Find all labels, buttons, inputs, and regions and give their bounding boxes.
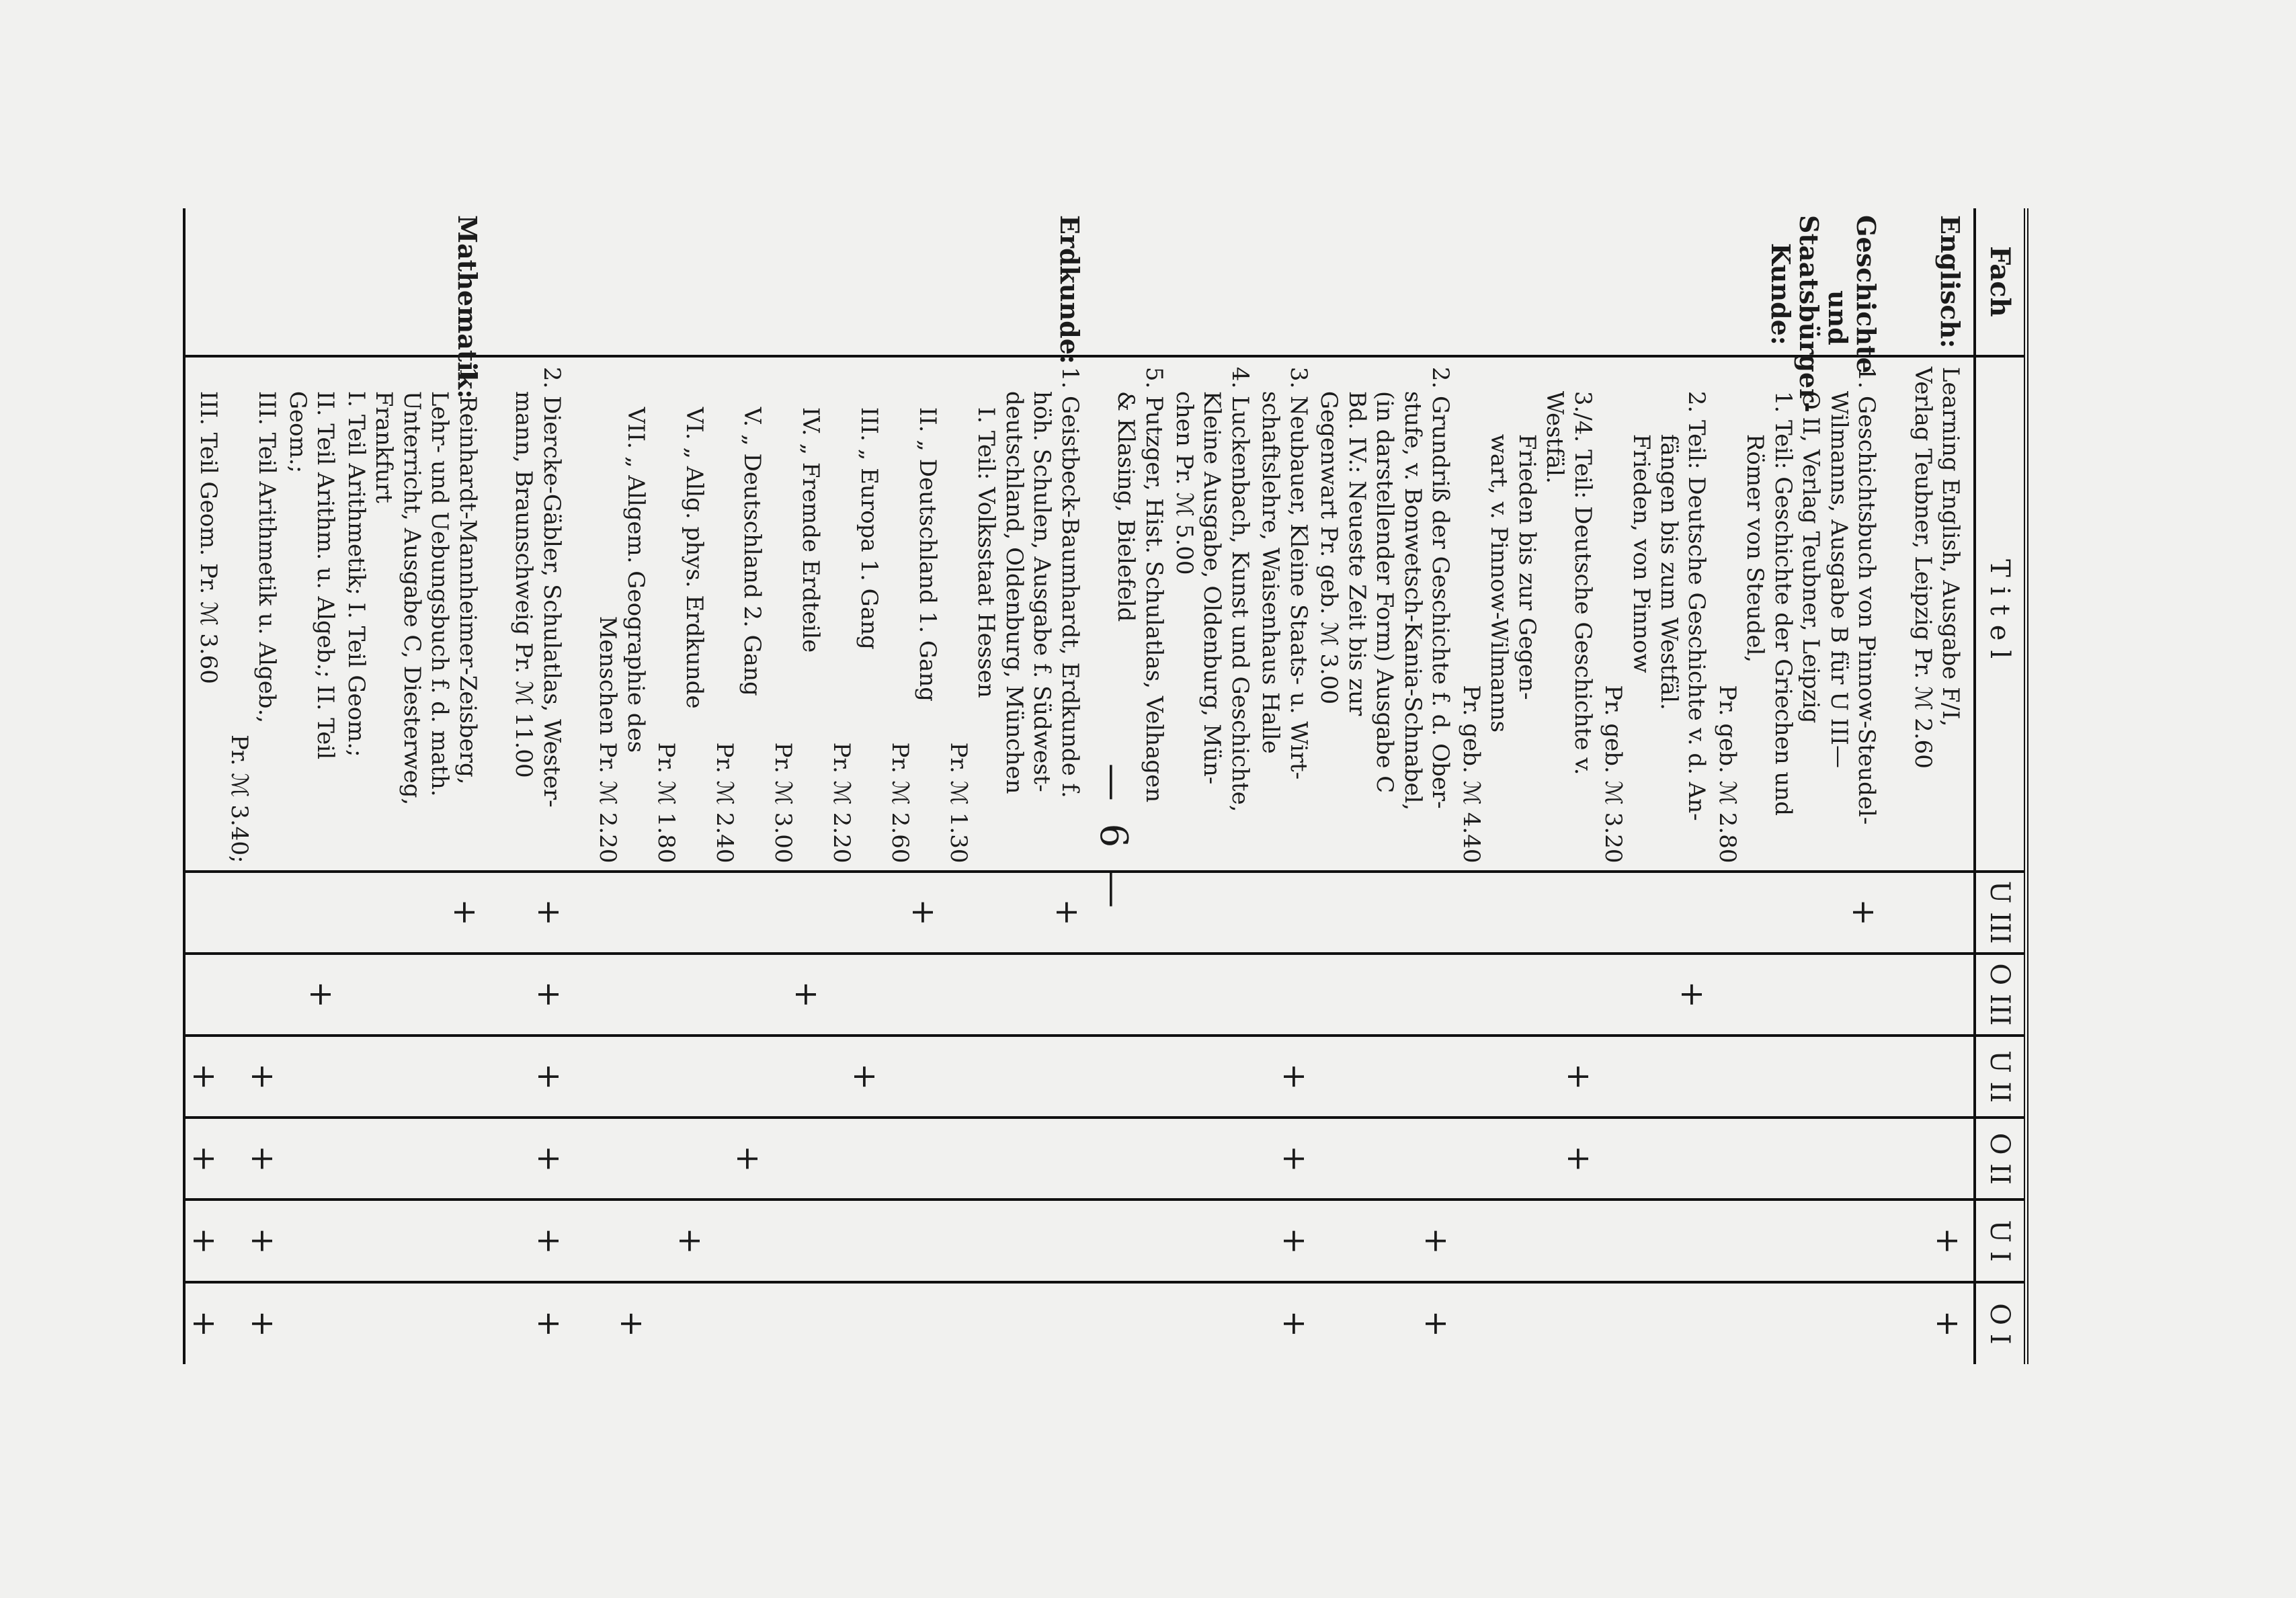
subject-cell bbox=[282, 208, 340, 356]
class-header-o3: O III bbox=[1975, 954, 2026, 1036]
class-mark-cell bbox=[884, 1200, 942, 1281]
title-line: Frankfurt bbox=[370, 390, 398, 503]
title-line: schaftslehre, Waisenhaus Halle bbox=[1257, 390, 1284, 754]
class-mark-cell bbox=[1110, 1200, 1169, 1281]
class-mark-cell bbox=[1711, 1200, 1907, 1281]
title-line: Geom.; bbox=[284, 390, 311, 474]
table-row bbox=[884, 208, 942, 1364]
class-mark-cell: + bbox=[223, 1200, 282, 1281]
subject-cell: Erdkunde: bbox=[1054, 215, 1085, 364]
class-mark-cell bbox=[767, 1200, 825, 1281]
title-cell bbox=[709, 356, 768, 872]
class-mark-cell bbox=[942, 1118, 1110, 1200]
subject-cell bbox=[651, 208, 709, 356]
class-mark-cell: + bbox=[508, 1036, 592, 1118]
title-line: stufe, v. Bonwetsch-Kania-Schnabel, bbox=[1399, 390, 1426, 811]
class-mark-cell: + bbox=[1255, 1036, 1313, 1118]
class-mark-cell: + bbox=[1313, 1282, 1455, 1364]
class-mark-cell bbox=[1313, 1118, 1455, 1200]
class-mark-cell bbox=[1255, 872, 1313, 954]
class-mark-cell: + bbox=[223, 1036, 282, 1118]
title-cell bbox=[184, 356, 223, 872]
class-mark-cell bbox=[825, 1282, 884, 1364]
class-mark-cell: + bbox=[1255, 1118, 1313, 1200]
table-row bbox=[709, 208, 768, 1364]
title-line: Pr. ℳ 1.80 bbox=[653, 742, 680, 864]
title-line: Gegenwart Pr. geb. ℳ 3.00 bbox=[1315, 390, 1343, 705]
title-cell bbox=[1598, 356, 1712, 872]
title-cell bbox=[1313, 356, 1455, 872]
class-mark-cell: + bbox=[184, 1200, 223, 1281]
class-mark-cell bbox=[1313, 1036, 1455, 1118]
class-mark-cell bbox=[282, 1200, 340, 1281]
title-line: Pr. geb. ℳ 3.20 bbox=[1600, 685, 1627, 864]
class-mark-cell bbox=[942, 1282, 1110, 1364]
title-cell bbox=[1907, 356, 1975, 872]
class-mark-cell: + bbox=[1711, 872, 1907, 954]
title-line: Bd. IV.: Neueste Zeit bis zur bbox=[1343, 390, 1370, 716]
class-mark-cell bbox=[709, 1282, 768, 1364]
class-mark-cell bbox=[884, 954, 942, 1036]
class-mark-cell bbox=[592, 1036, 651, 1118]
title-line: wart, v. Pinnow-Wilmanns bbox=[1485, 433, 1513, 733]
title-cell bbox=[592, 356, 651, 872]
title-line: Pr. ℳ 3.00 bbox=[769, 742, 796, 864]
table-row bbox=[651, 208, 709, 1364]
class-mark-cell bbox=[1110, 1036, 1169, 1118]
class-mark-cell bbox=[884, 1118, 942, 1200]
title-line: Pr. ℳ 2.60 bbox=[886, 742, 913, 864]
title-line: III. Teil Geom. Pr. ℳ 3.60 bbox=[195, 390, 222, 684]
table-row bbox=[767, 208, 825, 1364]
class-mark-cell bbox=[1598, 1282, 1712, 1364]
table-row bbox=[184, 208, 223, 1364]
subject-cell bbox=[1598, 208, 1712, 356]
title-line: Frieden, von Pinnow bbox=[1627, 433, 1655, 673]
page-number: — 6 — bbox=[1092, 763, 1136, 914]
class-header-u1: U I bbox=[1975, 1200, 2026, 1281]
title-line: fängen bis zum Westfäl. bbox=[1655, 433, 1682, 710]
class-mark-cell bbox=[340, 1200, 507, 1281]
title-line: mann, Braunschweig Pr. ℳ 11.00 bbox=[510, 390, 538, 778]
title-cell bbox=[340, 356, 507, 872]
title-line: 2. Diercke-Gäbler, Schulatlas, Wester- bbox=[538, 366, 565, 808]
class-mark-cell bbox=[340, 954, 507, 1036]
title-line: Pr. ℳ 1.30 bbox=[944, 742, 972, 864]
class-mark-cell: + bbox=[884, 872, 942, 954]
class-mark-cell bbox=[282, 1118, 340, 1200]
class-mark-cell bbox=[1169, 1200, 1255, 1281]
title-line: Pr. ℳ 2.20 bbox=[827, 742, 855, 864]
class-mark-cell bbox=[592, 872, 651, 954]
class-mark-cell: + bbox=[825, 1036, 884, 1118]
title-line: (in darstellender Form) Ausgabe C bbox=[1371, 390, 1399, 794]
class-mark-cell: + bbox=[1598, 954, 1712, 1036]
class-mark-cell bbox=[1907, 954, 1975, 1036]
class-mark-cell bbox=[709, 1036, 768, 1118]
class-mark-cell bbox=[1255, 954, 1313, 1036]
class-mark-cell: + bbox=[1255, 1200, 1313, 1281]
title-line: 1. Teil: Geschichte der Griechen und bbox=[1769, 390, 1797, 816]
class-mark-cell: + bbox=[767, 954, 825, 1036]
class-mark-cell bbox=[709, 1200, 768, 1281]
class-mark-cell: + bbox=[1455, 1036, 1597, 1118]
class-mark-cell bbox=[340, 1118, 507, 1200]
title-line: 5. Putzger, Hist. Schulatlas, Velhagen bbox=[1140, 366, 1167, 803]
subject-cell bbox=[1455, 208, 1597, 356]
title-line: 2. Teil: Deutsche Geschichte v. d. An- bbox=[1683, 390, 1711, 821]
subject-cell bbox=[184, 208, 223, 356]
class-mark-cell bbox=[1169, 1282, 1255, 1364]
title-line: Römer von Steudel, bbox=[1741, 433, 1769, 663]
title-line: I. Teil: Volksstaat Hessen bbox=[973, 407, 1000, 698]
title-line: 1. Geistbeck-Baumhardt, Erdkunde f. bbox=[1056, 366, 1083, 798]
subject-cell bbox=[1255, 208, 1313, 356]
class-mark-cell bbox=[767, 872, 825, 954]
class-mark-cell bbox=[884, 1282, 942, 1364]
class-mark-cell bbox=[651, 1282, 709, 1364]
class-mark-cell bbox=[709, 954, 768, 1036]
title-cell bbox=[1455, 356, 1597, 872]
class-mark-cell: + bbox=[184, 1118, 223, 1200]
class-mark-cell: + bbox=[1907, 1282, 1975, 1364]
class-mark-cell bbox=[1907, 1036, 1975, 1118]
class-mark-cell bbox=[825, 872, 884, 954]
title-cell bbox=[282, 356, 340, 872]
class-mark-cell: + bbox=[282, 954, 340, 1036]
class-mark-cell bbox=[184, 954, 223, 1036]
subject-cell bbox=[1110, 208, 1169, 356]
class-mark-cell bbox=[1110, 872, 1169, 954]
table-row bbox=[282, 208, 340, 1364]
table-body bbox=[184, 208, 1975, 1364]
title-cell bbox=[825, 356, 884, 872]
class-mark-cell bbox=[1110, 954, 1169, 1036]
title-line: Wilmanns, Ausgabe B für U III— bbox=[1825, 390, 1852, 768]
class-mark-cell bbox=[282, 1036, 340, 1118]
class-mark-cell: + bbox=[184, 1282, 223, 1364]
title-line: höh. Schulen, Ausgabe f. Südwest- bbox=[1028, 390, 1056, 792]
class-mark-cell: + bbox=[709, 1118, 768, 1200]
subject-cell: Geschichte und Staatsbürger-Kunde: bbox=[1765, 215, 1882, 413]
title-line: III. „ Europa 1. Gang bbox=[856, 407, 883, 650]
class-mark-cell bbox=[1169, 1036, 1255, 1118]
title-cell bbox=[1169, 356, 1255, 872]
class-mark-cell bbox=[282, 1282, 340, 1364]
subject-cell bbox=[508, 208, 592, 356]
subject-cell: Mathematik: bbox=[452, 215, 483, 399]
table-row bbox=[340, 208, 507, 1364]
table-row bbox=[1110, 208, 1169, 1364]
title-cell bbox=[508, 356, 592, 872]
title-line: 3./4. Teil: Deutsche Geschichte v. Westfäl. bbox=[1541, 390, 1596, 775]
class-mark-cell: + bbox=[1313, 1200, 1455, 1281]
title-line: III. Teil Arithmetik u. Algeb., bbox=[253, 390, 281, 724]
title-line: Frieden bis zur Gegen- bbox=[1513, 433, 1541, 700]
class-mark-cell bbox=[1711, 1282, 1907, 1364]
title-line: Pr. ℳ 3.40; bbox=[225, 734, 253, 864]
title-line: I. Teil Arithmetik; I. Teil Geom.; bbox=[342, 390, 370, 757]
rotated-table-page bbox=[186, 208, 2028, 1364]
book-list-table bbox=[183, 208, 2028, 1364]
class-mark-cell bbox=[1455, 872, 1597, 954]
table-row bbox=[1598, 208, 1712, 1364]
class-mark-cell bbox=[942, 1036, 1110, 1118]
title-line: 1. Reinhardt-Mannheimer-Zeisberg, bbox=[454, 366, 481, 785]
class-mark-cell bbox=[651, 954, 709, 1036]
class-mark-cell bbox=[592, 1200, 651, 1281]
title-line: Pr. geb. ℳ 2.80 bbox=[1713, 685, 1741, 864]
title-cell bbox=[767, 356, 825, 872]
class-mark-cell: + bbox=[508, 1118, 592, 1200]
title-line: Pr. ℳ 2.40 bbox=[710, 742, 738, 864]
table-row bbox=[942, 208, 1110, 1364]
title-cell bbox=[223, 356, 282, 872]
class-mark-cell bbox=[340, 1036, 507, 1118]
class-mark-cell bbox=[1313, 872, 1455, 954]
table-row bbox=[1313, 208, 1455, 1364]
title-line: O II, Verlag Teubner, Leipzig bbox=[1797, 390, 1825, 724]
class-mark-cell bbox=[825, 954, 884, 1036]
class-header-o1: O I bbox=[1975, 1282, 2026, 1364]
class-mark-cell bbox=[651, 1118, 709, 1200]
title-cell bbox=[1255, 356, 1313, 872]
class-mark-cell bbox=[592, 954, 651, 1036]
class-mark-cell bbox=[1110, 1118, 1169, 1200]
class-mark-cell bbox=[767, 1282, 825, 1364]
title-line: Menschen Pr. ℳ 2.20 bbox=[594, 616, 622, 864]
class-mark-cell bbox=[1455, 1282, 1597, 1364]
subject-cell bbox=[1313, 208, 1455, 356]
class-mark-cell bbox=[282, 872, 340, 954]
class-mark-cell bbox=[767, 1036, 825, 1118]
title-line: Kleine Ausgabe, Oldenburg, Mün- bbox=[1198, 390, 1226, 785]
class-mark-cell bbox=[942, 954, 1110, 1036]
title-line: deutschland, Oldenburg, München bbox=[1000, 390, 1028, 794]
title-line: Verlag Teubner, Leipzig Pr. ℳ 2.60 bbox=[1909, 366, 1936, 769]
table-row bbox=[825, 208, 884, 1364]
class-mark-cell: + bbox=[184, 1036, 223, 1118]
title-cell bbox=[884, 356, 942, 872]
class-mark-cell bbox=[1110, 1282, 1169, 1364]
class-mark-cell bbox=[1169, 1118, 1255, 1200]
table-row bbox=[592, 208, 651, 1364]
subject-cell bbox=[767, 208, 825, 356]
title-cell bbox=[1711, 356, 1907, 872]
title-line: Pr. geb. ℳ 4.40 bbox=[1457, 685, 1485, 864]
table-row bbox=[1907, 208, 1975, 1364]
class-mark-cell bbox=[1455, 954, 1597, 1036]
title-line: 4. Luckenbach, Kunst und Geschichte, bbox=[1226, 366, 1254, 812]
title-line: VI. „ Allg. phys. Erdkunde bbox=[680, 407, 708, 709]
subject-cell bbox=[1169, 208, 1255, 356]
class-mark-cell bbox=[1711, 954, 1907, 1036]
class-mark-cell: + bbox=[508, 1282, 592, 1364]
class-mark-cell bbox=[592, 1118, 651, 1200]
title-line: II. „ Deutschland 1. Gang bbox=[914, 407, 942, 702]
class-mark-cell bbox=[1711, 1036, 1907, 1118]
subject-cell bbox=[709, 208, 768, 356]
class-mark-cell bbox=[340, 1282, 507, 1364]
title-line: 2. Grundriß der Geschichte f. d. Ober- bbox=[1427, 366, 1454, 809]
class-mark-cell bbox=[1598, 1036, 1712, 1118]
title-line: II. Teil Arithm. u. Algeb.; II. Teil bbox=[312, 390, 339, 760]
subject-cell: Englisch: bbox=[1935, 215, 1966, 349]
class-mark-cell bbox=[1907, 872, 1975, 954]
subject-cell bbox=[223, 208, 282, 356]
class-mark-cell bbox=[1711, 1118, 1907, 1200]
class-mark-cell bbox=[709, 872, 768, 954]
title-line: & Klasing, Bielefeld bbox=[1112, 390, 1140, 622]
title-cell bbox=[1110, 356, 1169, 872]
titel-header: Titel bbox=[1975, 356, 2026, 872]
table-row bbox=[1169, 208, 1255, 1364]
class-mark-cell bbox=[184, 872, 223, 954]
class-mark-cell bbox=[1598, 1200, 1712, 1281]
title-line: Unterricht, Ausgabe C, Diesterweg, bbox=[398, 390, 425, 806]
title-cell bbox=[651, 356, 709, 872]
subject-cell bbox=[825, 208, 884, 356]
title-line: 3. Neubauer, Kleine Staats- u. Wirt- bbox=[1284, 366, 1312, 780]
class-mark-cell: + bbox=[508, 954, 592, 1036]
class-mark-cell bbox=[651, 872, 709, 954]
class-mark-cell bbox=[651, 1036, 709, 1118]
table-row bbox=[1255, 208, 1313, 1364]
subject-cell bbox=[884, 208, 942, 356]
title-line: VII. „ Allgem. Geographie des bbox=[622, 407, 649, 753]
class-mark-cell: + bbox=[592, 1282, 651, 1364]
table-row bbox=[1455, 208, 1597, 1364]
class-mark-cell bbox=[1313, 954, 1455, 1036]
class-header-o2: O II bbox=[1975, 1118, 2026, 1200]
class-mark-cell bbox=[223, 954, 282, 1036]
class-mark-cell bbox=[942, 1200, 1110, 1281]
class-mark-cell bbox=[884, 1036, 942, 1118]
class-mark-cell bbox=[1455, 1200, 1597, 1281]
class-header-u2: U II bbox=[1975, 1036, 2026, 1118]
class-mark-cell: + bbox=[1907, 1200, 1975, 1281]
class-mark-cell bbox=[1598, 1118, 1712, 1200]
class-mark-cell: + bbox=[223, 1282, 282, 1364]
class-mark-cell: + bbox=[508, 872, 592, 954]
class-mark-cell: + bbox=[340, 872, 507, 954]
table-row bbox=[508, 208, 592, 1364]
class-mark-cell: + bbox=[942, 872, 1110, 954]
class-mark-cell bbox=[223, 872, 282, 954]
class-mark-cell: + bbox=[223, 1118, 282, 1200]
class-mark-cell: + bbox=[1455, 1118, 1597, 1200]
title-line: chen Pr. ℳ 5.00 bbox=[1171, 390, 1198, 575]
class-mark-cell: + bbox=[508, 1200, 592, 1281]
table-row bbox=[223, 208, 282, 1364]
class-mark-cell bbox=[825, 1118, 884, 1200]
fach-header: Fach bbox=[1975, 208, 2026, 356]
class-mark-cell bbox=[1598, 872, 1712, 954]
title-line: V. „ Deutschland 2. Gang bbox=[739, 407, 766, 696]
title-line: Learning English, Ausgabe F/I, bbox=[1937, 366, 1965, 727]
title-line: Lehr- und Uebungsbuch f. d. math. bbox=[426, 390, 454, 797]
class-mark-cell: + bbox=[1255, 1282, 1313, 1364]
class-mark-cell bbox=[825, 1200, 884, 1281]
class-mark-cell bbox=[767, 1118, 825, 1200]
class-mark-cell bbox=[1169, 872, 1255, 954]
title-line: IV. „ Fremde Erdteile bbox=[797, 407, 825, 653]
class-header-u3: U III bbox=[1975, 872, 2026, 954]
class-mark-cell bbox=[1169, 954, 1255, 1036]
title-line: 1. Geschichtsbuch von Pinnow-Steudel- bbox=[1853, 366, 1881, 825]
header-row bbox=[1975, 208, 2026, 1364]
subject-cell bbox=[592, 208, 651, 356]
class-mark-cell bbox=[1907, 1118, 1975, 1200]
class-mark-cell: + bbox=[651, 1200, 709, 1281]
table-row bbox=[1711, 208, 1907, 1364]
title-cell bbox=[942, 356, 1110, 872]
